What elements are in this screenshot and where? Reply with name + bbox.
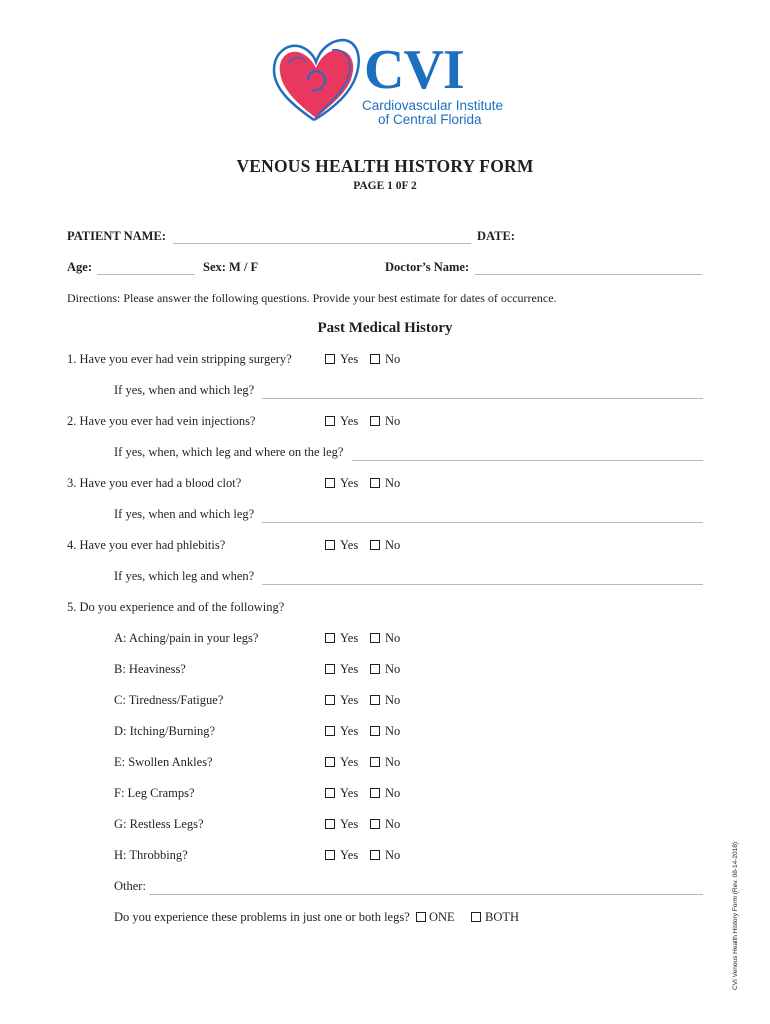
- no-checkbox[interactable]: [370, 757, 380, 767]
- form-revision-note: CVI Venous Health History Form (Rev. 08-14-2018): [732, 842, 739, 990]
- no-checkbox[interactable]: [370, 478, 380, 488]
- question-5-text: 5. Do you experience and of the following?: [67, 600, 285, 614]
- doctor-name-field[interactable]: [475, 274, 702, 275]
- yes-label: Yes: [340, 414, 359, 428]
- question-text: 4. Have you ever had phlebitis?: [67, 538, 226, 552]
- yes-label: Yes: [340, 817, 359, 831]
- no-checkbox[interactable]: [370, 695, 380, 705]
- yes-checkbox[interactable]: [325, 664, 335, 674]
- no-label: No: [385, 817, 401, 831]
- no-checkbox[interactable]: [370, 354, 380, 364]
- no-label: No: [385, 414, 401, 428]
- yes-checkbox[interactable]: [325, 757, 335, 767]
- one-checkbox[interactable]: [416, 912, 426, 922]
- symptom-label: E: Swollen Ankles?: [114, 755, 213, 769]
- age-label: Age:: [67, 260, 92, 274]
- age-field[interactable]: [97, 274, 195, 275]
- no-label: No: [385, 786, 401, 800]
- followup-label: If yes, when, which leg and where on the leg?: [114, 445, 344, 459]
- logo-wordmark: CVI: [364, 39, 464, 101]
- no-checkbox[interactable]: [370, 664, 380, 674]
- yes-label: Yes: [340, 476, 359, 490]
- section-title: Past Medical History: [317, 320, 453, 336]
- both-checkbox[interactable]: [471, 912, 481, 922]
- followup-label: If yes, which leg and when?: [114, 569, 255, 583]
- symptom-label: D: Itching/Burning?: [114, 724, 216, 738]
- yes-checkbox[interactable]: [325, 633, 335, 643]
- no-label: No: [385, 848, 401, 862]
- other-label: Other:: [114, 879, 146, 893]
- followup-field[interactable]: [262, 522, 703, 523]
- logo-subtitle-line2: of Central Florida: [378, 112, 482, 127]
- yes-checkbox[interactable]: [325, 540, 335, 550]
- both-label: BOTH: [485, 910, 520, 924]
- yes-label: Yes: [340, 662, 359, 676]
- one-label: ONE: [429, 910, 455, 924]
- patient-name-field[interactable]: [173, 243, 471, 244]
- no-label: No: [385, 352, 401, 366]
- logo-subtitle-line1: Cardiovascular Institute: [362, 98, 504, 113]
- symptom-label: C: Tiredness/Fatigue?: [114, 693, 224, 707]
- yes-checkbox[interactable]: [325, 478, 335, 488]
- no-checkbox[interactable]: [370, 540, 380, 550]
- no-checkbox[interactable]: [370, 633, 380, 643]
- legs-question-text: Do you experience these problems in just one or both legs?: [114, 910, 410, 924]
- yes-checkbox[interactable]: [325, 819, 335, 829]
- no-label: No: [385, 538, 401, 552]
- no-label: No: [385, 662, 401, 676]
- no-checkbox[interactable]: [370, 819, 380, 829]
- no-label: No: [385, 724, 401, 738]
- followup-field[interactable]: [352, 460, 703, 461]
- other-field[interactable]: [149, 894, 703, 895]
- symptom-label: H: Throbbing?: [114, 848, 188, 862]
- yes-checkbox[interactable]: [325, 850, 335, 860]
- yes-label: Yes: [340, 848, 359, 862]
- symptom-label: A: Aching/pain in your legs?: [114, 631, 259, 645]
- question-text: 3. Have you ever had a blood clot?: [67, 476, 242, 490]
- yes-checkbox[interactable]: [325, 788, 335, 798]
- form-title: VENOUS HEALTH HISTORY FORM: [236, 156, 534, 176]
- symptom-label: B: Heaviness?: [114, 662, 186, 676]
- no-label: No: [385, 693, 401, 707]
- followup-label: If yes, when and which leg?: [114, 383, 255, 397]
- yes-label: Yes: [340, 755, 359, 769]
- heart-logo-icon: [268, 34, 364, 126]
- patient-name-label: PATIENT NAME:: [67, 229, 166, 243]
- no-checkbox[interactable]: [370, 726, 380, 736]
- no-label: No: [385, 476, 401, 490]
- date-label: DATE:: [477, 229, 515, 243]
- followup-field[interactable]: [262, 398, 703, 399]
- no-checkbox[interactable]: [370, 850, 380, 860]
- no-checkbox[interactable]: [370, 416, 380, 426]
- question-text: 2. Have you ever had vein injections?: [67, 414, 256, 428]
- symptom-label: G: Restless Legs?: [114, 817, 204, 831]
- yes-checkbox[interactable]: [325, 726, 335, 736]
- yes-checkbox[interactable]: [325, 354, 335, 364]
- yes-label: Yes: [340, 538, 359, 552]
- question-text: 1. Have you ever had vein stripping surgery?: [67, 352, 292, 366]
- followup-label: If yes, when and which leg?: [114, 507, 255, 521]
- no-label: No: [385, 755, 401, 769]
- directions-text: Directions: Please answer the following questions. Provide your best estimate for dates of occurrence.: [67, 291, 557, 305]
- sex-label: Sex: M / F: [203, 260, 259, 274]
- no-checkbox[interactable]: [370, 788, 380, 798]
- doctor-name-label: Doctor’s Name:: [385, 260, 470, 274]
- yes-label: Yes: [340, 631, 359, 645]
- no-label: No: [385, 631, 401, 645]
- followup-field[interactable]: [262, 584, 703, 585]
- yes-label: Yes: [340, 352, 359, 366]
- yes-label: Yes: [340, 786, 359, 800]
- yes-label: Yes: [340, 693, 359, 707]
- page-number: PAGE 1 0F 2: [353, 180, 417, 192]
- yes-checkbox[interactable]: [325, 695, 335, 705]
- yes-checkbox[interactable]: [325, 416, 335, 426]
- yes-label: Yes: [340, 724, 359, 738]
- symptom-label: F: Leg Cramps?: [114, 786, 195, 800]
